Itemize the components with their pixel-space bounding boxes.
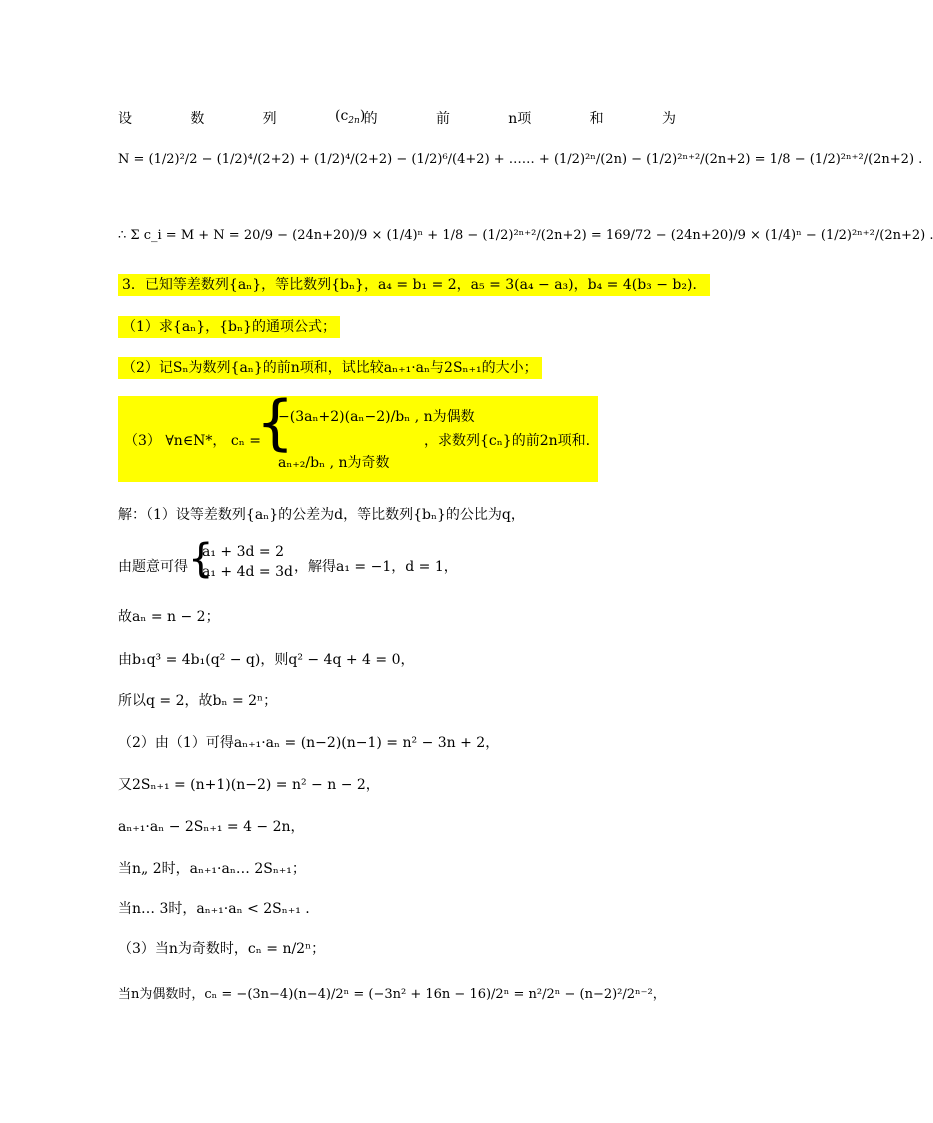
intro-word: $(c_{2n})$	[334, 108, 366, 126]
solution-line-9: 当n„ 2时，aₙ₊₁·aₙ… 2Sₙ₊₁；	[118, 861, 306, 877]
intro-word: 和	[589, 111, 604, 127]
solution-line-4: 由b₁q³ = 4b₁(q² − q)，则q² − 4q + 4 = 0，	[118, 652, 415, 668]
problem-stem: 3．已知等差数列{aₙ}，等比数列{bₙ}，a₄ = b₁ = 2，a₅ = 3(a₄ − a₃)，b₄ = 4(b₃ − b₂)．	[118, 274, 710, 294]
intro-word: n项	[508, 111, 532, 127]
brace-glyph: {	[256, 388, 295, 458]
solution-line-2: 由题意可得 { a₁ + 3d = 2 a₁ + 4d = 3d ，解得a₁ = −1，d = 1，	[118, 536, 458, 582]
intro-word: 为	[661, 111, 676, 127]
solution-line-11: （3）当n为奇数时，cₙ = n/2ⁿ；	[118, 941, 326, 957]
system-brace-glyph: {	[188, 536, 214, 582]
n-formula: N = (1/2)²/2 − (1/2)⁴/(2+2) + (1/2)⁴/(2+2) − (1/2)⁶/(4+2) + …… + (1/2)²ⁿ/(2n) − (1/2)²ⁿ⁺²/(2n+2) = 1/8 − (1/2)²ⁿ⁺²/(2n+2) .	[118, 152, 923, 167]
solution-line-8: aₙ₊₁·aₙ − 2Sₙ₊₁ = 4 − 2n，	[118, 819, 305, 835]
question-2: （2）记Sₙ为数列{aₙ}的前n项和，试比较aₙ₊₁·aₙ与2Sₙ₊₁的大小；	[118, 357, 542, 377]
q3-suffix: ，求数列{cₙ}的前2n项和.	[424, 433, 591, 449]
intro-spread-line	[118, 108, 676, 128]
solution-line-12: 当n为偶数时，cₙ = −(3n−4)(n−4)/2ⁿ = (−3n² + 16n − 16)/2ⁿ = n²/2ⁿ − (n−2)²/2ⁿ⁻²，	[118, 987, 666, 1002]
solution-line-5: 所以q = 2，故bₙ = 2ⁿ；	[118, 693, 278, 709]
q3-case-even: −(3aₙ+2)(aₙ−2)/bₙ , n为偶数	[278, 409, 475, 425]
q3-case-odd: aₙ₊₂/bₙ , n为奇数	[278, 455, 390, 471]
q3-prefix: （3） ∀n∈N*， cₙ =	[124, 433, 261, 449]
question-3-block	[118, 388, 598, 482]
intro-word: 的	[363, 111, 378, 127]
solution-line-7: 又2Sₙ₊₁ = (n+1)(n−2) = n² − n − 2，	[118, 777, 380, 793]
solution-line-3: 故aₙ = n − 2；	[118, 609, 220, 625]
question-1: （1）求{aₙ}，{bₙ}的通项公式；	[118, 316, 340, 336]
intro-word: 设	[118, 111, 132, 127]
intro-word: 数	[190, 111, 205, 127]
sum-formula: ∴ Σ c_i = M + N = 20/9 − (24n+20)/9 × (1/4)ⁿ + 1/8 − (1/2)²ⁿ⁺²/(2n+2) = 169/72 − (24n+20)/9 × (1/4)ⁿ − (1/2)²ⁿ⁺²/(2n+2) .	[118, 228, 933, 243]
intro-word: 前	[435, 111, 450, 127]
intro-word: 列	[262, 111, 277, 127]
solution-line-1: 解：（1）设等差数列{aₙ}的公差为d，等比数列{bₙ}的公比为q，	[118, 507, 525, 523]
solution-line-6: （2）由（1）可得aₙ₊₁·aₙ = (n−2)(n−1) = n² − 3n + 2，	[118, 735, 500, 751]
solution-line-10: 当n… 3时，aₙ₊₁·aₙ < 2Sₙ₊₁ .	[118, 901, 310, 917]
